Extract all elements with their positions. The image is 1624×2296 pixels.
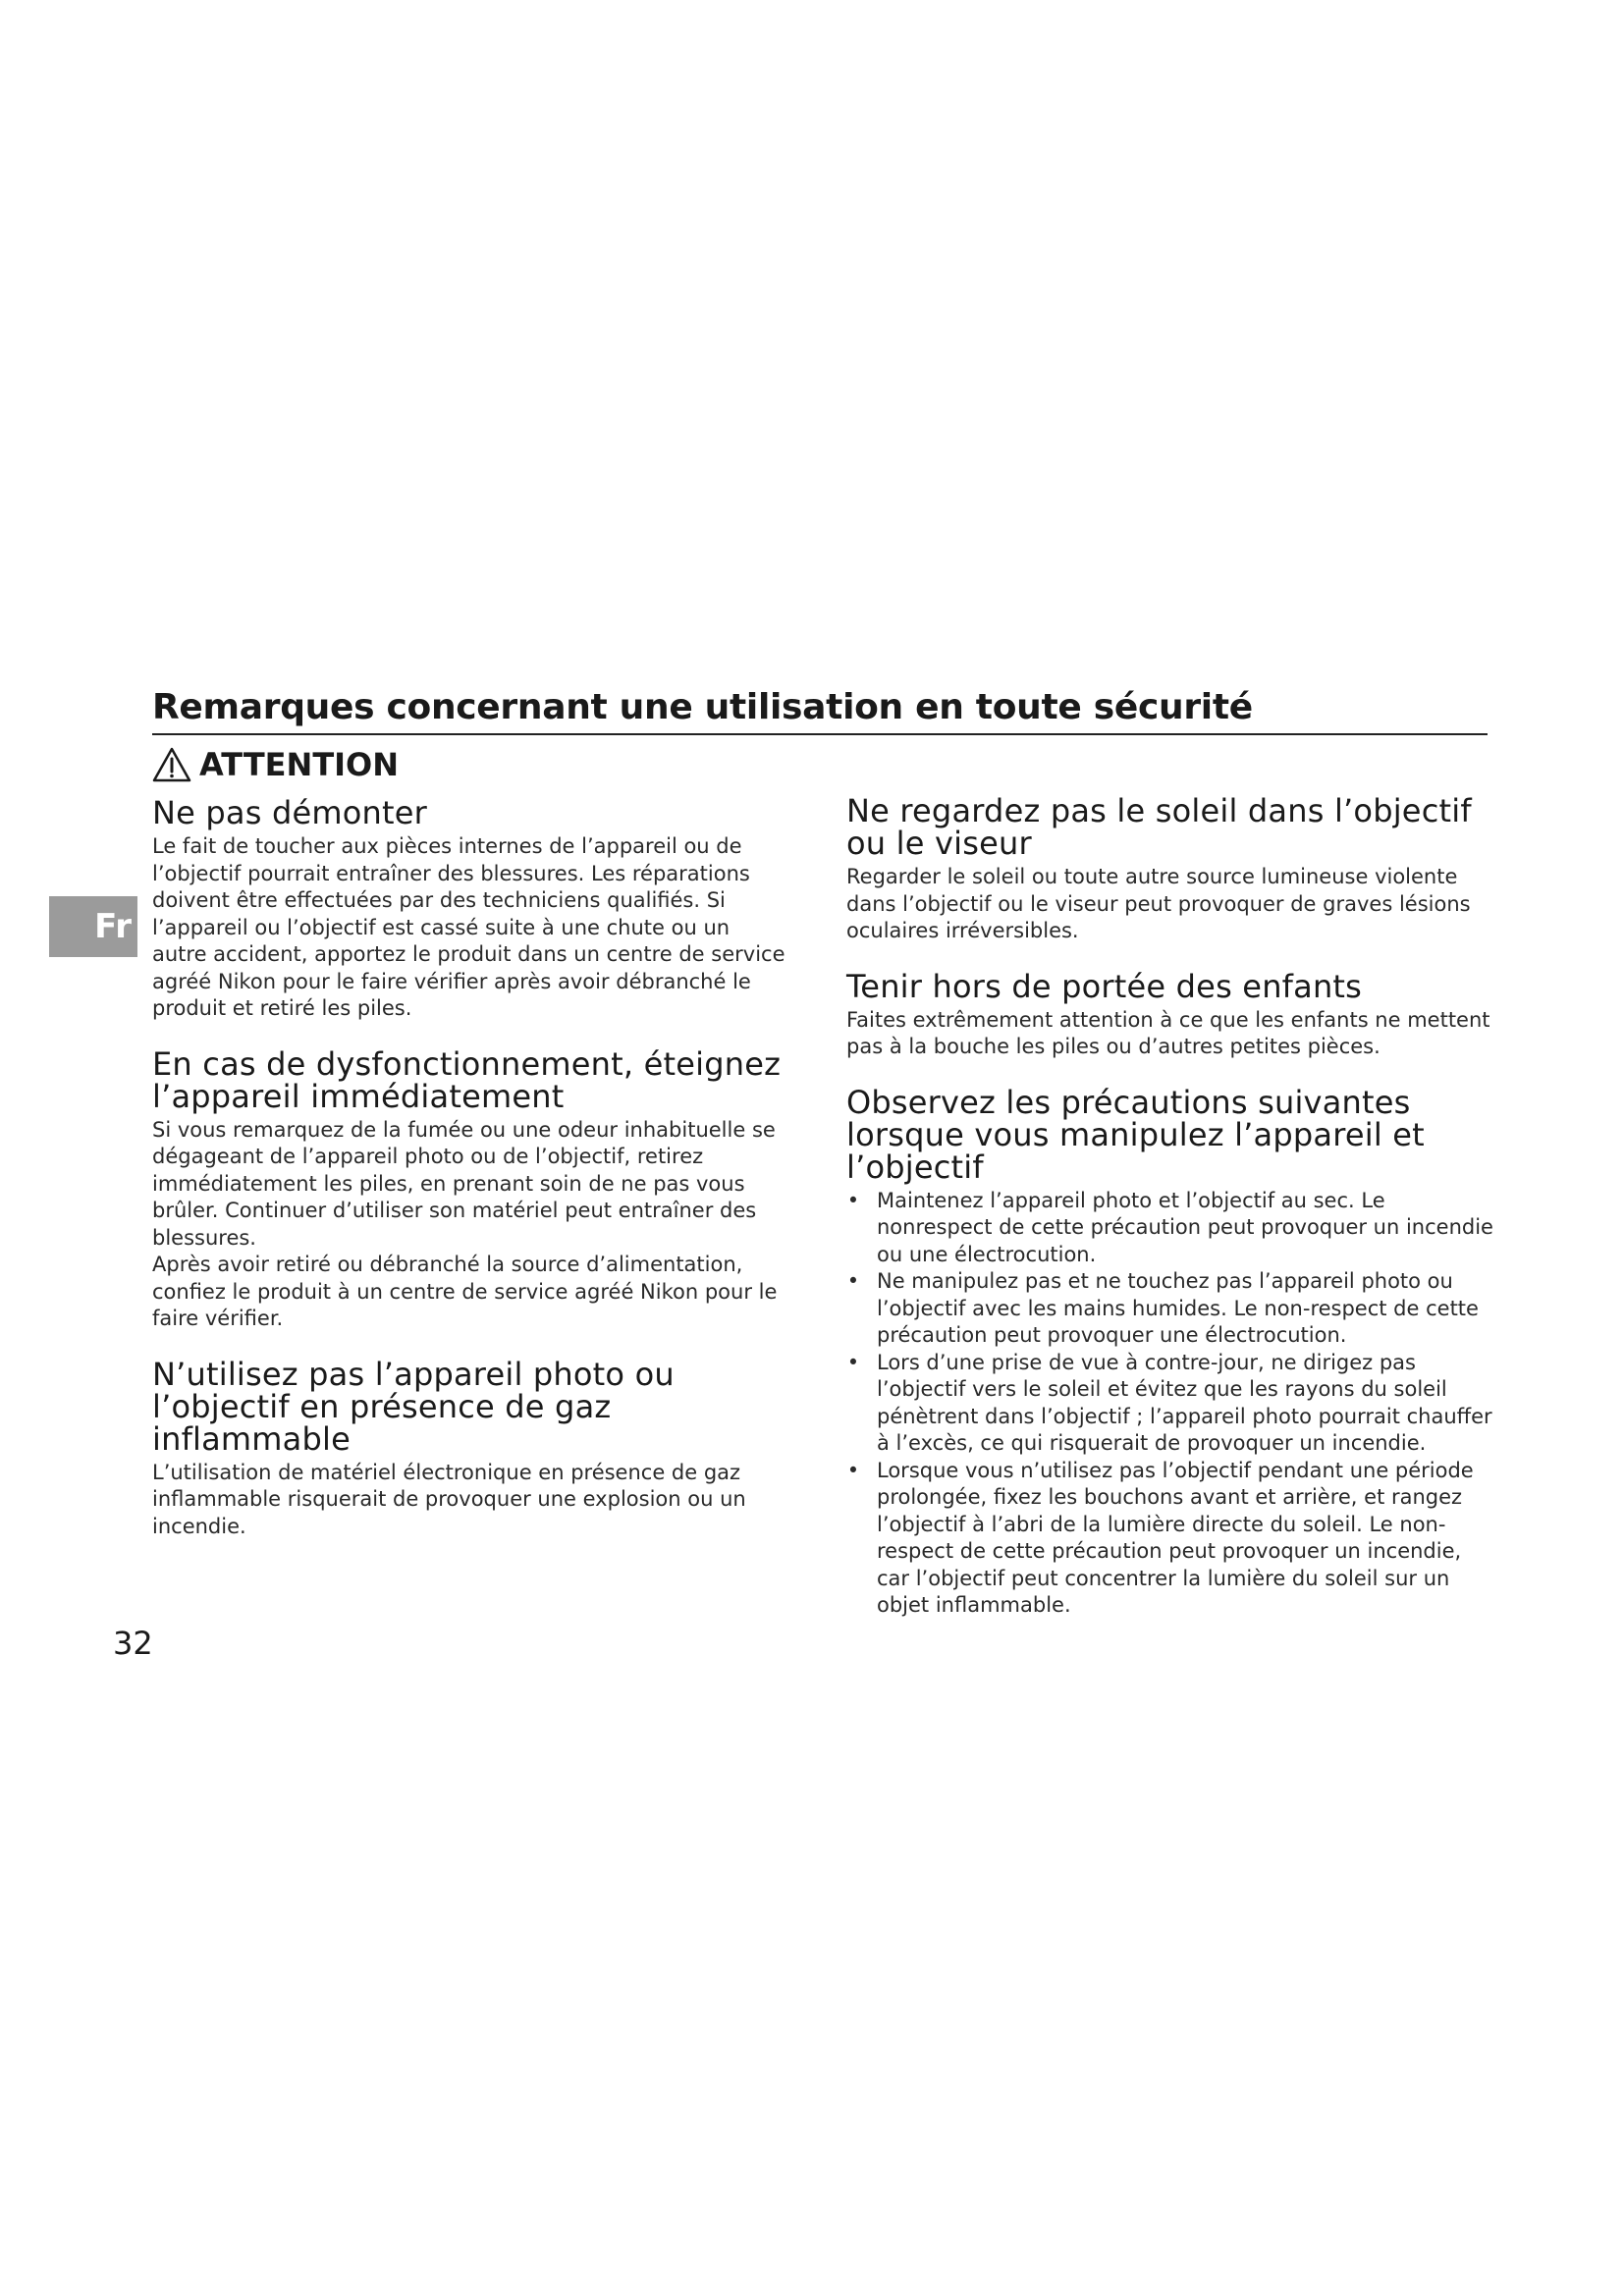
precautions-list <box>846 1188 1494 1620</box>
section-enfants <box>846 967 1494 1061</box>
page-title: Remarques concernant une utilisation en toute sécurité <box>152 687 1488 735</box>
section-heading: N’utilisez pas l’appareil photo ou l’objectif en présence de gaz inflammable <box>152 1355 675 1458</box>
section-body: Si vous remarquez de la fumée ou une odeur inhabituelle se dégageant de l’appareil photo ou de l’objectif, retirez immédiatement les piles, en prenant soin de ne pas vous brûler. Continuer d’utiliser son matériel peut entraîner des blessures. <box>152 1117 776 1250</box>
section-heading: Observez les précautions suivantes lorsque vous manipulez l’appareil et l’objectif <box>846 1083 1425 1186</box>
list-item: • Lorsque vous n’utilisez pas l’objectif pendant une période prolongée, fixez les bouchons avant et arrière, et rangez l’objectif à l’abri de la lumière directe du soleil. Le non-respect de cette précaution peut provoquer un incendie, car l’objectif peut concentrer la lumière du soleil sur un objet inflammable. <box>846 1458 1474 1617</box>
section-body: L’utilisation de matériel électronique en présence de gaz inflammable risquerait de provoquer une explosion ou un incendie. <box>152 1460 746 1538</box>
bullet-icon: • <box>846 1350 860 1374</box>
list-item: • Maintenez l’appareil photo et l’objectif au sec. Le nonrespect de cette précaution peut provoquer un incendie ou une électrocution. <box>846 1188 1493 1266</box>
left-column <box>152 794 790 1566</box>
bullet-icon: • <box>846 1458 860 1482</box>
section-body: Regarder le soleil ou toute autre source lumineuse violente dans l’objectif ou le viseur peut provoquer de graves lésions oculaires irréversibles. <box>846 865 1471 942</box>
section-soleil <box>846 792 1494 945</box>
page-number: 32 <box>113 1625 153 1662</box>
section-heading: En cas de dysfonctionnement, éteignez l’appareil immédiatement <box>152 1044 782 1115</box>
section-heading: Ne pas démonter <box>152 794 427 831</box>
right-column <box>846 792 1494 1645</box>
bullet-icon: • <box>846 1188 860 1212</box>
section-ne-pas-demonter <box>152 794 790 1023</box>
list-item: • Ne manipulez pas et ne touchez pas l’appareil photo ou l’objectif avec les mains humides. Le non-respect de cette précaution peut provoquer une électrocution. <box>846 1269 1479 1347</box>
section-body: Faites extrêmement attention à ce que les enfants ne mettent pas à la bouche les piles ou d’autres petites pièces. <box>846 1007 1490 1058</box>
section-dysfonctionnement <box>152 1044 790 1333</box>
list-item: • Lors d’une prise de vue à contre-jour, ne dirigez pas l’objectif vers le soleil et évitez que les rayons du soleil pénètrent dans l’objectif ; l’appareil photo pourrait chauffer à l’excès, ce qui risquerait de provoquer un incendie. <box>846 1350 1492 1455</box>
warning-triangle-icon <box>152 747 191 782</box>
section-gaz-inflammable <box>152 1355 790 1541</box>
section-precautions <box>846 1083 1494 1620</box>
language-tab: Fr <box>49 896 137 957</box>
attention-label: ATTENTION <box>199 746 400 783</box>
section-body: Après avoir retiré ou débranché la source d’alimentation, confiez le produit à un centre de service agréé Nikon pour le faire vérifier. <box>152 1253 778 1330</box>
section-heading: Ne regardez pas le soleil dans l’objectif ou le viseur <box>846 792 1472 862</box>
section-heading: Tenir hors de portée des enfants <box>846 967 1363 1005</box>
attention-heading <box>152 746 399 783</box>
bullet-icon: • <box>846 1269 860 1293</box>
section-body: Le fait de toucher aux pièces internes de l’appareil ou de l’objectif pourrait entraîner des blessures. Les réparations doivent être effectuées par des techniciens qualifiés. Si l’appareil ou l’objectif est cassé suite à une chute ou un autre accident, apportez le produit dans un centre de service agréé Nikon pour le faire vérifier après avoir débranché le produit et retiré les piles. <box>152 834 785 1020</box>
